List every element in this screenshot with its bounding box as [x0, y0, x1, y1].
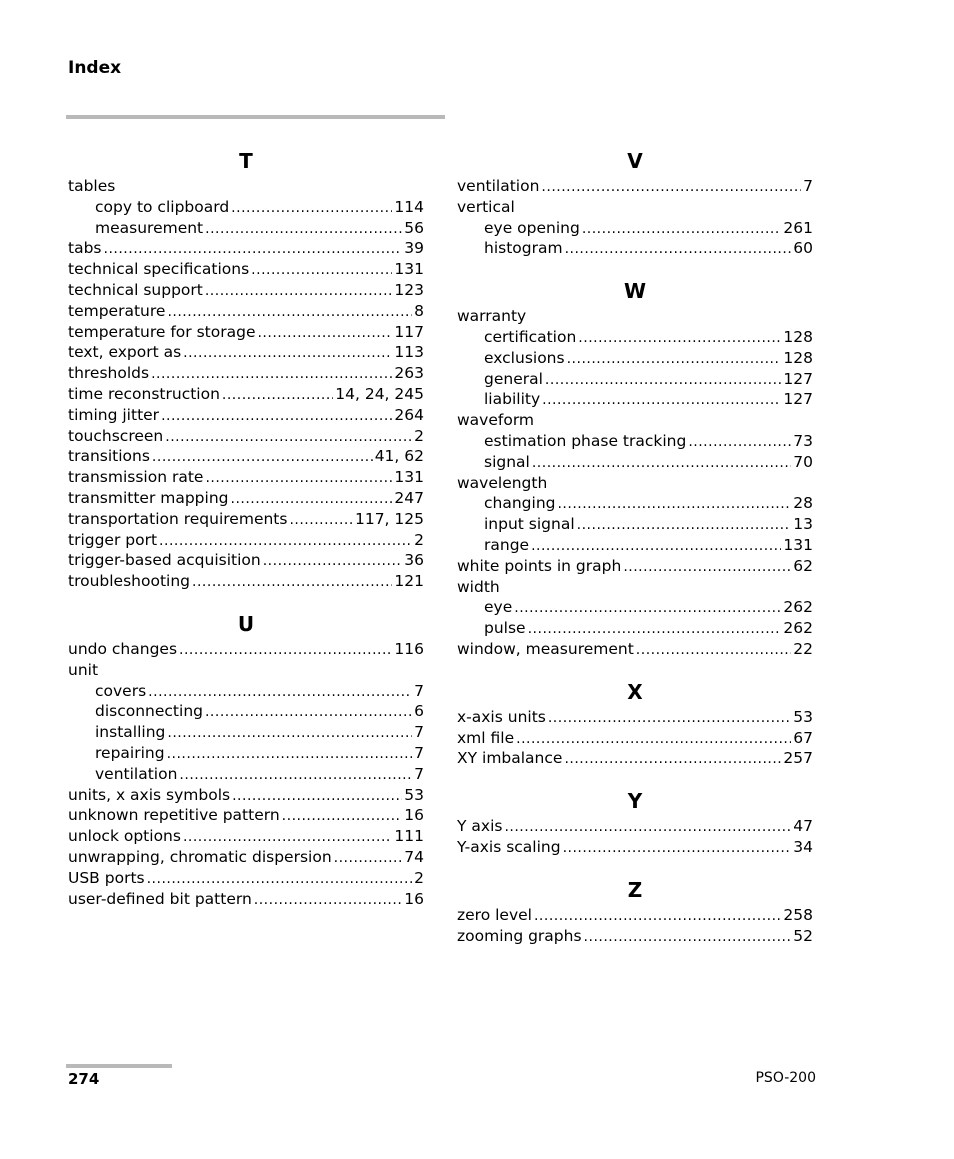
leader-dots	[578, 327, 781, 349]
leader-dots	[545, 369, 781, 391]
entry-term: technical specifications	[68, 260, 250, 279]
index-section	[457, 276, 813, 660]
entry-term: ventilation	[457, 177, 540, 195]
leader-dots	[167, 743, 413, 765]
leader-dots	[577, 514, 792, 536]
index-subentry	[68, 722, 424, 743]
entry-term: changing	[484, 494, 556, 513]
entry-term: covers	[95, 681, 147, 700]
index-subentry	[457, 389, 813, 410]
leader-dots	[557, 493, 791, 515]
entry-term: estimation phase tracking	[484, 431, 687, 450]
entry-term: unlock options	[68, 827, 181, 846]
entry-term: time reconstruction	[68, 384, 220, 403]
entry-pages: 62	[793, 556, 813, 575]
entry-term: transmission rate	[68, 468, 204, 487]
leader-dots	[257, 322, 392, 344]
index-entry	[457, 306, 813, 327]
entry-term: certification	[484, 327, 577, 346]
leader-dots	[564, 748, 781, 770]
index-subentry	[457, 327, 813, 348]
index-column-right	[457, 146, 813, 963]
section-letter: U	[237, 611, 255, 636]
index-entry	[457, 556, 813, 577]
entry-pages: 258	[783, 905, 813, 924]
index-section	[68, 609, 424, 909]
section-letter: T	[239, 149, 253, 173]
entry-pages: 36	[404, 551, 424, 570]
leader-dots	[563, 837, 792, 859]
entry-term: repairing	[95, 743, 165, 762]
index-entry	[68, 639, 424, 660]
entry-pages: 70	[793, 452, 813, 471]
entry-pages: 28	[793, 494, 813, 513]
leader-dots	[623, 556, 791, 578]
entry-term: exclusions	[484, 348, 565, 367]
leader-dots	[192, 571, 392, 593]
entry-pages: 7	[414, 681, 424, 700]
index-entry	[68, 322, 424, 343]
entry-pages: 247	[394, 488, 424, 507]
index-column-left	[68, 146, 424, 926]
index-entry	[68, 805, 424, 826]
index-entry	[457, 176, 813, 197]
index-entry	[68, 342, 424, 363]
section-letter: W	[623, 279, 647, 304]
leader-dots	[205, 280, 393, 302]
leader-dots	[636, 639, 791, 661]
index-entry	[457, 728, 813, 749]
entry-term: installing	[95, 723, 166, 742]
index-entry	[457, 197, 813, 218]
leader-dots	[183, 826, 392, 848]
entry-pages: 16	[404, 806, 424, 825]
index-entry	[68, 571, 424, 592]
leader-dots	[231, 197, 392, 219]
entry-pages: 262	[783, 598, 813, 617]
leader-dots	[251, 259, 392, 281]
index-entry	[457, 837, 813, 858]
entry-term: unit	[68, 660, 99, 679]
leader-dots	[104, 238, 403, 260]
leader-dots	[231, 488, 393, 510]
entry-term: waveform	[457, 411, 535, 430]
entry-term: white points in graph	[457, 556, 622, 575]
entry-term: USB ports	[68, 868, 145, 887]
entry-pages: 7	[803, 177, 813, 195]
index-entry	[457, 748, 813, 769]
entry-pages: 73	[793, 431, 813, 450]
entry-pages: 117, 125	[354, 509, 424, 528]
leader-dots	[504, 816, 791, 838]
entry-pages: 52	[793, 926, 813, 945]
leader-dots	[582, 218, 782, 240]
leader-dots	[159, 530, 412, 552]
leader-dots	[165, 426, 412, 448]
entry-term: unwrapping, chromatic dispersion	[68, 847, 332, 866]
index-entry	[68, 868, 424, 889]
leader-dots	[528, 618, 782, 640]
index-entry	[68, 785, 424, 806]
entry-term: user-defined bit pattern	[68, 889, 252, 908]
index-entry	[457, 577, 813, 598]
entry-term: units, x axis symbols	[68, 785, 231, 804]
leader-dots	[565, 238, 792, 260]
entry-term: general	[484, 369, 543, 388]
entry-term: wavelength	[457, 473, 548, 492]
page-title: Index	[68, 58, 122, 78]
entry-pages: 2	[414, 868, 424, 887]
entry-term: zooming graphs	[457, 926, 582, 945]
entry-term: x-axis units	[457, 707, 546, 726]
index-entry	[457, 707, 813, 728]
index-entry	[457, 926, 813, 947]
leader-dots	[334, 847, 403, 869]
index-entry	[457, 410, 813, 431]
entry-term: Y-axis scaling	[457, 837, 561, 856]
leader-dots	[584, 926, 792, 948]
entry-term: eye opening	[484, 218, 580, 237]
index-subentry	[68, 197, 424, 218]
entry-pages: 53	[793, 707, 813, 726]
index-subentry	[457, 597, 813, 618]
entry-pages: 8	[414, 301, 424, 320]
entry-term: Y axis	[457, 817, 503, 836]
entry-term: thresholds	[68, 364, 150, 383]
entry-term: input signal	[484, 515, 575, 534]
leader-dots	[151, 363, 392, 385]
leader-dots	[232, 785, 402, 807]
index-section	[68, 146, 424, 592]
index-entry	[68, 176, 424, 197]
entry-term: technical support	[68, 280, 203, 299]
entry-term: width	[457, 577, 500, 596]
entry-term: transitions	[68, 447, 150, 466]
entry-term: xml file	[457, 728, 515, 747]
index-entry	[68, 826, 424, 847]
leader-dots	[542, 389, 781, 411]
entry-pages: 14, 24, 245	[335, 384, 424, 403]
entry-pages: 121	[394, 572, 424, 591]
entry-pages: 128	[783, 348, 813, 367]
entry-pages: 6	[414, 702, 424, 721]
index-subentry	[68, 764, 424, 785]
leader-dots	[688, 431, 791, 453]
entry-pages: 7	[414, 764, 424, 783]
index-entry	[68, 889, 424, 910]
index-entry	[68, 550, 424, 571]
index-entry	[68, 301, 424, 322]
entry-pages: 257	[783, 749, 813, 768]
entry-term: measurement	[95, 218, 204, 237]
index-section	[457, 875, 813, 947]
entry-term: window, measurement	[457, 639, 634, 658]
index-subentry	[457, 348, 813, 369]
entry-term: zero level	[457, 905, 532, 924]
index-entry	[68, 446, 424, 467]
entry-pages: 261	[783, 218, 813, 237]
entry-pages: 131	[394, 468, 424, 487]
entry-term: signal	[484, 452, 530, 471]
entry-pages: 2	[414, 530, 424, 549]
entry-term: tables	[68, 177, 116, 195]
leader-dots	[254, 889, 402, 911]
entry-term: warranty	[457, 307, 527, 326]
index-entry	[457, 905, 813, 926]
leader-dots	[167, 301, 412, 323]
leader-dots	[161, 405, 392, 427]
header-rule	[66, 115, 445, 119]
leader-dots	[152, 446, 373, 468]
leader-dots	[567, 348, 782, 370]
index-entry	[68, 488, 424, 509]
index-subentry	[457, 369, 813, 390]
index-entry	[68, 467, 424, 488]
index-entry	[68, 363, 424, 384]
entry-pages: 39	[404, 239, 424, 258]
index-subentry	[457, 618, 813, 639]
index-entry	[68, 847, 424, 868]
entry-term: unknown repetitive pattern	[68, 806, 280, 825]
entry-term: vertical	[457, 197, 515, 216]
leader-dots	[183, 342, 392, 364]
leader-dots	[263, 550, 403, 572]
index-section	[457, 677, 813, 769]
leader-dots	[205, 701, 412, 723]
section-letter: X	[627, 679, 643, 704]
leader-dots	[516, 728, 791, 750]
entry-term: touchscreen	[68, 426, 164, 445]
leader-dots	[167, 722, 412, 744]
index-subentry	[457, 535, 813, 556]
entry-term: eye	[484, 598, 513, 617]
entry-pages: 116	[394, 639, 424, 658]
entry-pages: 67	[793, 728, 813, 747]
entry-term: troubleshooting	[68, 572, 191, 591]
footer-rule	[66, 1064, 172, 1068]
index-entry	[457, 816, 813, 837]
index-entry	[68, 259, 424, 280]
entry-term: trigger-based acquisition	[68, 551, 261, 570]
entry-pages: 53	[404, 785, 424, 804]
leader-dots	[205, 467, 392, 489]
entry-pages: 41, 62	[374, 447, 424, 466]
entry-pages: 131	[394, 260, 424, 279]
index-entry	[68, 509, 424, 530]
index-entry	[68, 405, 424, 426]
leader-dots	[148, 681, 412, 703]
entry-pages: 123	[394, 280, 424, 299]
entry-pages: 128	[783, 327, 813, 346]
index-subentry	[457, 238, 813, 259]
product-name: PSO-200	[755, 1070, 816, 1086]
entry-term: temperature for storage	[68, 322, 256, 341]
leader-dots	[548, 707, 791, 729]
index-subentry	[457, 493, 813, 514]
leader-dots	[531, 535, 781, 557]
index-subentry	[68, 701, 424, 722]
entry-pages: 264	[394, 405, 424, 424]
leader-dots	[532, 452, 791, 474]
entry-term: copy to clipboard	[95, 197, 230, 216]
entry-pages: 117	[394, 322, 424, 341]
entry-term: ventilation	[95, 764, 178, 783]
entry-term: range	[484, 535, 530, 554]
entry-term: text, export as	[68, 343, 182, 362]
index-section	[457, 786, 813, 858]
entry-pages: 16	[404, 889, 424, 908]
index-subentry	[457, 514, 813, 535]
entry-pages: 127	[783, 390, 813, 409]
entry-term: histogram	[484, 239, 563, 258]
entry-term: pulse	[484, 619, 526, 638]
index-subentry	[457, 431, 813, 452]
entry-term: transportation requirements	[68, 509, 288, 528]
entry-pages: 60	[793, 239, 813, 258]
index-subentry	[68, 743, 424, 764]
entry-pages: 131	[783, 535, 813, 554]
entry-pages: 34	[793, 837, 813, 856]
index-entry	[68, 530, 424, 551]
index-entry	[68, 280, 424, 301]
entry-pages: 114	[394, 197, 424, 216]
entry-term: tabs	[68, 239, 102, 258]
index-subentry	[68, 218, 424, 239]
entry-term: liability	[484, 390, 541, 409]
entry-pages: 2	[414, 426, 424, 445]
entry-pages: 47	[793, 817, 813, 836]
leader-dots	[222, 384, 333, 406]
entry-term: transmitter mapping	[68, 488, 229, 507]
entry-term: XY imbalance	[457, 749, 563, 768]
leader-dots	[282, 805, 403, 827]
section-letter: Z	[627, 877, 643, 902]
entry-term: undo changes	[68, 639, 178, 658]
entry-pages: 111	[394, 827, 424, 846]
leader-dots	[179, 764, 412, 786]
entry-pages: 113	[394, 343, 424, 362]
leader-dots	[205, 218, 402, 240]
leader-dots	[179, 639, 392, 661]
index-entry	[68, 660, 424, 681]
entry-term: trigger port	[68, 530, 158, 549]
leader-dots	[289, 509, 353, 531]
entry-pages: 7	[414, 743, 424, 762]
entry-pages: 7	[414, 723, 424, 742]
entry-term: disconnecting	[95, 702, 203, 721]
entry-pages: 56	[404, 218, 424, 237]
index-entry	[68, 426, 424, 447]
leader-dots	[147, 868, 413, 890]
index-subentry	[68, 681, 424, 702]
entry-pages: 22	[793, 639, 813, 658]
entry-pages: 263	[394, 364, 424, 383]
leader-dots	[541, 176, 801, 198]
index-subentry	[457, 218, 813, 239]
leader-dots	[534, 905, 781, 927]
entry-pages: 262	[783, 619, 813, 638]
entry-pages: 127	[783, 369, 813, 388]
section-letter: Y	[627, 789, 643, 814]
page-number: 274	[68, 1070, 100, 1088]
entry-pages: 13	[793, 515, 813, 534]
index-subentry	[457, 452, 813, 473]
index-entry	[68, 384, 424, 405]
index-entry	[457, 639, 813, 660]
index-entry	[68, 238, 424, 259]
entry-term: timing jitter	[68, 405, 160, 424]
index-entry	[457, 473, 813, 494]
entry-term: temperature	[68, 301, 166, 320]
leader-dots	[514, 597, 781, 619]
entry-pages: 74	[404, 847, 424, 866]
section-letter: V	[627, 149, 643, 173]
index-section	[457, 146, 813, 259]
